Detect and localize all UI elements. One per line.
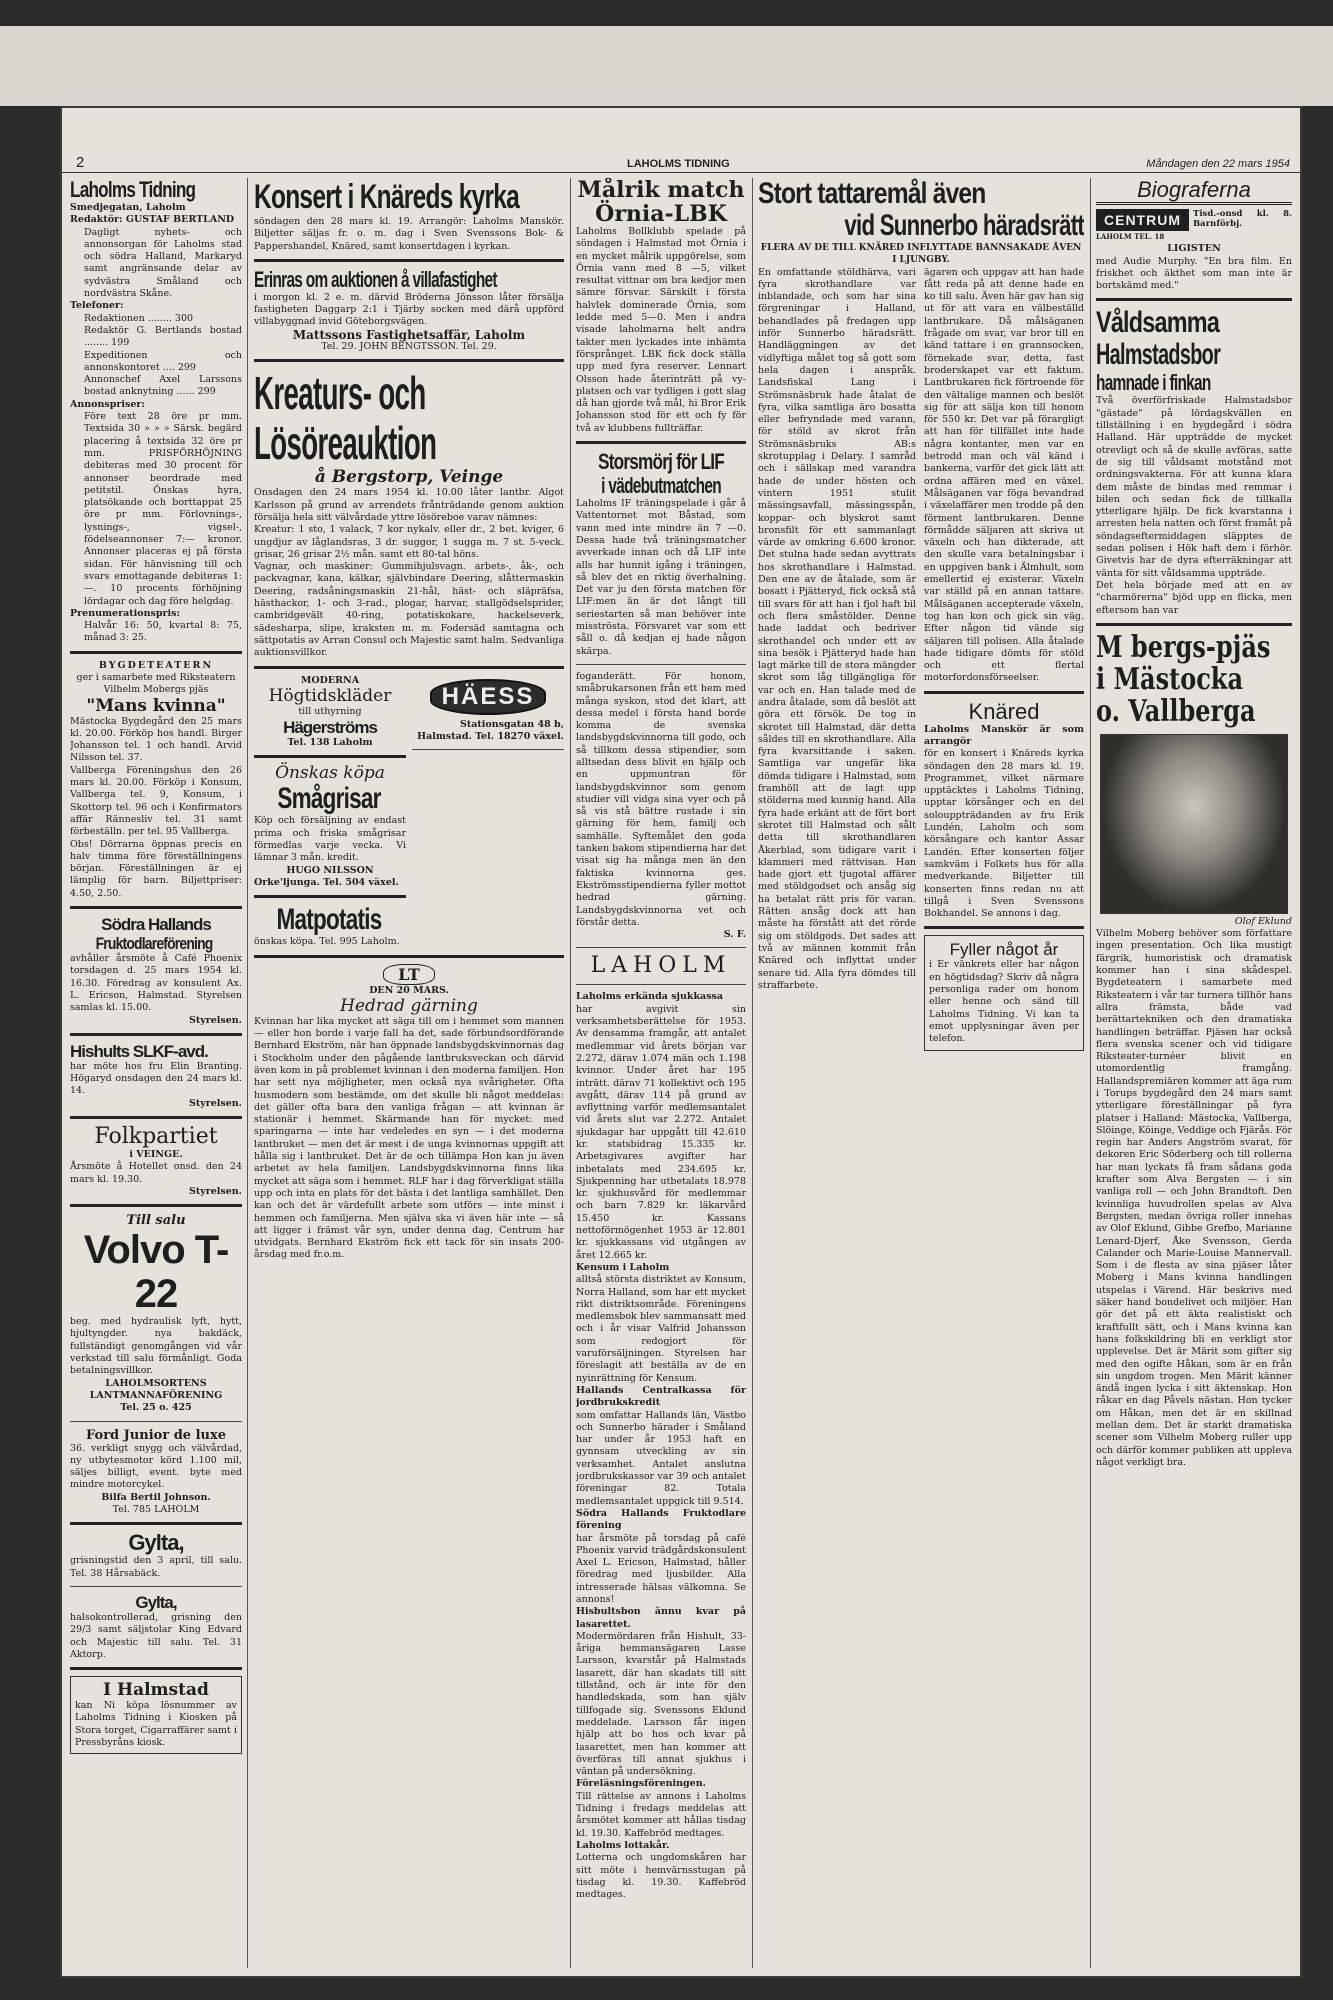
hisbult-text: Modermördaren från Hishult, 33-åriga hemmansägaren Lasse Larsson, kvarstår på Halmstads lasarett, där han skadats till sitt tillstånd, och är inte för den handledskada, som han själv tillfogade sig. Svenssons Eklund meddelade. Larsson får ingen hjälp att bo hos och kvar på lasarettet, men han kommer att överföras till annat sjukhus i väntan på undersökning. <box>576 1630 746 1778</box>
gylta-title: Gylta, <box>128 1530 184 1556</box>
ford-text: 36. verkligt snygg och välvårdad, ny utbytesmotor körd 1.100 mil, säljes billigt, event. byte med mindre motorcykel. <box>70 1442 242 1491</box>
lottakar-heading: Laholms lottakår. <box>576 1839 670 1851</box>
smagrisar-text: Köp och försäljning av endast prima och friska smågrisar förmedlas varje vecka. Vi lämnar 3 mån. kredit. <box>254 815 406 864</box>
subscription-text: Halvår 16: 50, kvartal 8: 75, månad 3: 25. <box>84 620 242 644</box>
hishults-text: har möte hos fru Elin Branting. Högaryd onsdagen den 24 mars kl. 14. <box>70 1060 242 1097</box>
column-5 <box>1096 178 1292 1968</box>
laholm-logo: LAHOLM <box>590 953 732 979</box>
halmstad-title: I Halmstad <box>103 1680 209 1701</box>
column-rule <box>247 178 248 1968</box>
valdsamma-headline-2: Halmstadsbor <box>1096 338 1221 372</box>
foganderatt-text: foganderätt. För honom, småbrukarsonen från ett hem med många syskon, stod det klart, att dessa medel i första hand borde komma de svenska landsbygdskvinnorna till godo, och så tillkom dessa stipendier, som alltsedan dess blivit en hjälp och en uppmuntran för landsbygdskvinnor som genom studier vill vidga sina vyer och på så vis stå bättre rustade i sin gärning för hem, familj och samhälle. Syftemålet den goda tanken bakom stipendierna har det visat sig ha många men än den faktiska kvinnorna ges. Ekströmsstipendierna fyller mottot hedrad gärning. Landsbygdskvinnorna vet och förstår detta. <box>576 670 746 928</box>
subscription-heading: Prenumerationspris: <box>70 607 180 619</box>
lt-logo: LT <box>383 964 435 985</box>
ad-prices-text: Före text 28 öre pr mm. Textsida 30 » » » Särsk. begärd placering å textsida 32 öre pr mm. PRISFÖRHÖJNING debiteras med 30 procent för annonser beordrade med petitstil. Önskas hyra, platsökande och borttappat 25 öre pr mm. Förlovnings-, lysnings-, vigsel-, födelseannonser 7:— kronor. Annonser placeras ej på första sidan. För hänvisning till och svars emottagande debiteras 1:—. 10 procents förhöjning lördagar och dag före helgdag. <box>84 411 242 607</box>
mattsson-name: Mattssons Fastighetsaffär, Laholm <box>292 327 526 342</box>
bergs-headline-1: M bergs-pjäs <box>1096 629 1271 665</box>
bergs-headline-2: i Mästocka <box>1096 661 1243 697</box>
hagerstrom-name: Hägerströms <box>283 718 377 738</box>
bygdeteatern-heading: BYGDETEATERN <box>98 659 214 671</box>
erinras-text: i morgon kl. 2 e. m. därvid Bröderna Jönsson låter försälja fastigheten Daggarp 2:1 i Tjärby socken med därå uppförd villabyggnad invid Göteborgsvägen. <box>254 291 564 328</box>
centrum-tel: LAHOLM TEL. 18 <box>1096 232 1165 241</box>
column-1 <box>70 178 242 1968</box>
konsert-text: söndagen den 28 mars kl. 19. Arrangör: Laholms Manskör. Biljetter säljas fr. o. m. dag i Sven Svenssons Bok- & Pappershandel, Knäred, samt konsertdagen i kyrkan. <box>254 216 564 252</box>
tattar-text-1: En omfattande stöldhärva, vari fyra skrothandlare var inblandade, och som har sina förgreningar i Halland, behandlades på fredagen upp inför Sunnerbo häradsrätt. Handläggningen av det vidlyftiga målet tog så gott som hela dagen i anspråk. Landsfiskal Lang i Strömsnäsbruk hade åtalat de fyra, vilka samtliga äro bosatta eller befryndade med varann, för stöld av skrot från Strömsnäsbruks AB:s skrotupplag i Delary. I samråd och i sällskap med varandra hade de under hösten och vintern 1951 stulit mässingsavfall, mässingsspån, koppar- och blyskrot samt bronsfilt för ett sammanlagt värde av omkring 6.600 kronor. Det stulna hade sedan avyttrats hos skrothandlare i Halmstad. Den ene av de åtalade, som är bosatt i Pjätteryd, fick också stå till svars för att han i fjol haft bil och flera småstölder. Denne hade laddat och bedriver skrothandel och under ett av sina besök i Pjätteryd hade han lagt märke till de stora mängder skrot som låg tillgängliga för var och en. Han talade med de andra åtalade, som då beslöt att göra ett försök. De tog in skrotet till Halmstad, där detta såldes till en skrothandlare. Alla fyra kvarsittande i saken. Samtliga var ungefär lika dömda tidigare i Halmstad, som framhöll att de lagt upp stölderna med kunnig hand. Alla fyra hade erkänt att de fört bort skrotet till Halmstad och sålt detta till skrothandlaren Åkerblad, som tidigare varit i klammeri med rättvisan. Han hade gjort ett tjugotal affärer med stöldgodset och ansåg sig ha betalat rätt pris för varan. Rätten ansåg dock att han måste ha förstått att det rörde sig om stöldgods. Det sades att två av männen kommit från Knäred och inflyttat under senare tid. Alla fyra dömdes till straffarbete. <box>758 266 916 991</box>
paper-title: Laholms Tidning <box>70 178 196 202</box>
hagerstrom-tel: Tel. 138 Laholm <box>287 737 373 749</box>
mastocka-text: Mästocka Bygdegård den 25 mars kl. 20.00. Förköp hos handl. Birger Johansson tel. 1 och handl. Arvid Nilsson tel. 37. <box>70 715 242 764</box>
manskor-heading: Laholms Manskör är som arrangör <box>924 723 1084 747</box>
sodra-hallands-title: Södra Hallands <box>101 915 211 935</box>
hishults-title: Hishults SLKF-avd. <box>70 1041 208 1061</box>
obs-text: Obs! Dörrarna öppnas precis en halv timma före föreställningens början. Föreställningen är ej lämplig för barn. Biljettpriser: 4.50, 2.50. <box>70 838 242 899</box>
malrik-text: Laholms Bollklubb spelade på söndagen i Halmstad mot Örnia i en mycket målrik uppgörelse, som Örnia vann med 8 —5, vilket resultat vittnar om bra kedjor men sämre försvar. Särskilt i första halvlek dominerade Örnia, som ledde med 5—0. Men i andra visade laholmarna helt andra takter men lyckades inte inhämta försprånget. LBK fick dock ställa upp med fyra reserver. Lennart Olsson hade återinträtt på vy-platsen och var tydligen i gott slag då han gjorde två mål, hi Bror Erik Johansson stod för ett och fy för två av klubbens fullträffar. <box>576 226 746 434</box>
forelasn-text: Till rättelse av annons i Laholms Tidning i fredags meddelas att årsmötet kommer att hållas tisdag kl. 19.30. Kaffebröd medtages. <box>576 1790 746 1839</box>
bygdeteatern-text: ger i samarbete med Riksteatern Vilhelm Mobergs pjäs <box>76 671 236 696</box>
portrait-photo <box>1100 734 1288 914</box>
onskas-kopa: Önskas köpa <box>275 763 385 784</box>
hugo-tel: Orke'ljunga. Tel. 504 växel. <box>254 876 399 888</box>
ligisten-title: LIGISTEN <box>1167 243 1221 255</box>
smagrisar-title: Smågrisar <box>277 782 381 816</box>
volvo-title: Volvo T-22 <box>83 1228 229 1317</box>
kreatur-list: Kreatur: 1 sto, 1 valack, 7 kor nykalv. eller dr., 2 bet. kviger, 6 ungdjur av låglandsras, 3 dr. suggor, 1 sugga m. 7 st. 5-veck. grisar, 26 grisar 2½ mån. samt ett 80-tal höns. <box>254 524 564 560</box>
malrik-headline-1: Målrik match <box>577 178 745 203</box>
sf-signature: S. F. <box>723 929 746 941</box>
hogtid-title: Högtidskläder <box>268 685 392 706</box>
valdsamma-text-2: Det hela började med att en av "charmörerna" bjöd upp en flicka, men eftersom han var <box>1096 579 1292 616</box>
centrum-time: Tisd.-onsd kl. 8. Barnförbj. <box>1193 209 1292 229</box>
tel-line: Expeditionen och annonskontoret .... 299 <box>84 349 242 373</box>
fruktodlare-title: Fruktodlareförening <box>95 934 213 954</box>
tattar-headline-1: Stort tattaremål även <box>758 178 986 210</box>
paper-address: Smedjegatan, Laholm <box>70 202 186 213</box>
tattar-text-2: ägaren och uppgav att han hade fått reda på att denne hade en ko till salu. Även här gav han sig ut för att vara en välbeställd lantbrukare. Då målsäganen frågade om svar, var bror till en känd tattare i en grannsocken, förnekade svar, detta, fast broderskapet var ett faktum. Lantbrukaren fick förtroende för den vältalige mannen och beslöt sig för att sälja kon till honom för 550 kr. Det var på förargligt att han för tillfället inte hade några kontanter, men var en betrodd man och väl känd i bankerna, varför det gick lätt att ordna affären med en växel. Målsäganen var föga bevandrad i växelaffärer men trodde på den förment lantbrukaren. Denne förmådde säljaren att skriva ut växeln och han dikterade, att den skulle vara betalningsbar i en uppgiven bank i Älmhult, som emellertid ej existerar. Växeln var ställd på en annan tattare. Målsäganen accepterade växeln, tog han kon och gick sin väg. Efter någon tid vände sig säljaren till polisen. Alla åtalade hade tidigare dömts för stöld och ett flertal motorfordonsförseelser. <box>924 266 1084 684</box>
signature: Styrelsen. <box>188 1014 242 1026</box>
knared-heading: Knäred <box>968 698 1040 724</box>
matpotatis-title: Matpotatis <box>276 903 382 937</box>
moderna-label: MODERNA <box>300 674 360 686</box>
ford-title: Ford Junior de luxe <box>86 1427 226 1443</box>
sodra-fruk-heading: Södra Hallands Fruktodlare förening <box>576 1507 746 1532</box>
ford-tel: Tel. 785 LAHOLM <box>112 1504 200 1516</box>
gylta-text-2: halsokontrollerad, grisning den 29/3 samt säljstolar King Edvard och Majestic till salu. Tel. 31 Aktorp. <box>70 1611 242 1660</box>
ad-prices-heading: Annonspriser: <box>70 398 145 410</box>
kreatur-headline: Kreaturs- och Lösöreauktion <box>254 367 437 470</box>
tattar-subheadline: FLERA AV DE TILL KNÄRED INFLYTTADE BANNSAKADE ÅVEN I LJUNGBY. <box>760 243 1082 266</box>
kensum-heading: Kensum i Laholm <box>576 1261 670 1273</box>
background-strip <box>0 26 1333 106</box>
column-rule <box>570 178 571 1968</box>
folkpartiet-title: Folkpartiet <box>94 1124 218 1149</box>
signature: Styrelsen. <box>188 1185 242 1197</box>
telephones-heading: Telefoner: <box>70 300 124 312</box>
ligisten-text: med Audie Murphy. "En bra film. En friskhet och äkthet som man inte är bortskämd med." <box>1096 255 1292 292</box>
storsmorj-headline-1: Storsmörj för LIF <box>598 449 724 475</box>
gylta-text: grisningstid den 3 april, till salu. Tel. 38 Hårsabäck. <box>70 1555 242 1579</box>
signature: Styrelsen. <box>188 1097 242 1109</box>
lt-date: DEN 20 MARS. <box>369 984 449 996</box>
valdsamma-headline-3: hamnade i finkan <box>1096 370 1211 396</box>
matpotatis-text: önskas köpa. Tel. 995 Laholm. <box>254 936 400 948</box>
forelasn-heading: Föreläsningsföreningen. <box>576 1778 706 1790</box>
column-2 <box>254 178 564 1968</box>
tel-line: Redaktör G. Bertlands bostad ........ 199 <box>84 324 242 349</box>
paper-editor: Redaktör: GUSTAF BERTLAND <box>70 214 235 226</box>
folkpartiet-place: i VEINGE. <box>129 1149 183 1160</box>
erkanda-text: har avgivit sin verksamhetsberättelse för 1953. Av densamma framgår, att antalet medlemmar vid årets början var 2.272, därav 1.074 män och 1.198 kvinnor. Under året har 195 inträtt. därav 71 kollektivt och 195 avgått, därav 114 på grund av avflyttning varför medlemsantalet vid årets slut var 2.272. Antalet sjukdagar har uppgått till 42.610 kr. statsbidrag 15.335 kr. Arbetsgivares avgifter har inbetalats med 234.695 kr. Sjukpenning har utbetalats 18.978 kr. sjukhusvård för medlemmar och barn 7.829 kr. läkarvård 15.450 kr. Kassans nettoförmögenhet 1953 är 12.801 kr. sjukkassans vid utgången av året 12.665 kr. <box>576 1003 746 1261</box>
erkanda-heading: Laholms erkända sjukkassa <box>576 991 724 1003</box>
malrik-headline-2: Örnia-LBK <box>595 201 727 227</box>
folkpartiet-text: Årsmöte å Hotellet onsd. den 24 mars kl. 19.30. <box>70 1161 242 1185</box>
lantmanna-tel: Tel. 25 o. 425 <box>120 1402 192 1414</box>
storsmorj-text: Laholms IF träningspelade i går å Vattentornet mot Båstad, som vann med inte mindre än 7 —0. Dessa hade två träningsmatcher avverkade innan och då LIF inte alls har hunnit igång i träningen, så blev det en riktig överhalning. Det var ju den första matchen för LIF:men än är det långt till seriestarten så man behöver inte misströsta. Försvaret var som ett såll o. då kedjan ej hade någon skärpa. <box>576 498 746 657</box>
column-rule <box>752 178 753 1968</box>
paper-name: LAHOLMS TIDNING <box>627 158 730 170</box>
column-3 <box>576 178 746 1968</box>
vagnar-list: Vagnar, och maskiner: Gummihjulsvagn. arbets-, åk-, och packvagnar, kana, kälkar, självbindare Deering, slåttermaskin Deering, radsåningsmaskin 21-hål, häst- och släpräfsa, hästhackor, 1- och 3-rad., plogar, harvar, stallgödselsprider, cambridgevält 40-ring, potatiskokare, hackelseverk, sädesharpa, slipe, kraksten m. m. Fodersäd samtagna och sättpotatis av Arran Consul och Majestic samt halm. Sedvanliga auktionsvillkor. <box>254 561 564 659</box>
till-salu-heading: Till salu <box>126 1213 186 1229</box>
ford-seller: Bilfa Bertil Johnson. <box>101 1491 211 1503</box>
gylta-title-2: Gylta, <box>135 1592 177 1612</box>
bergstorp-location: å Bergstorp, Veinge <box>314 467 504 488</box>
column-rule <box>1090 178 1091 1968</box>
fyller-text: i Er vänkrets eller har någon en högtidsdag? Skriv då några personliga rader om honom eller henne och sänd till Laholms Tidning. Vi kan ta emot upplysningar även per telefon. <box>929 959 1079 1045</box>
tel-line: Redaktionen ........ 300 <box>84 312 194 324</box>
photo-caption: Olof Eklund <box>1234 915 1292 927</box>
valdsamma-headline-1: Våldsamma <box>1096 306 1220 340</box>
halland-cent-text: som omfattar Hallands län, Västbo och Sunnerbo härader i Småland har under år 1953 haft en gynnsam utveckling av sin verksamhet. Antalet anslutna jordbrukskassor var 39 och antalet föreningar 82. Totala medlemsantalet uppgick till 9.514. <box>576 1409 746 1507</box>
page-header <box>62 154 1300 173</box>
volvo-text: beg. med hydraulisk lyft, hytt, hjultyngder. nya bakdäck, fullständigt genomgången vid vår verkstad till salu förmånligt. Goda betalningsvillkor. <box>70 1316 242 1377</box>
moberg-text: Vilhelm Moberg behöver som författare ingen presentation. Och lika mustigt färgrik, humoristisk och dramatisk kommer han i sina skådespel. Bygdeteatern i samarbete med Riksteatern i vår tar turnera tillhör hans allra främsta, både vad berättartekniken och den dramatiska handlingen beträffar. Pjäsen har också flera svenska scener och vid tidigare Riksteater-turnéer blivit en utomordentlig framgång. Hallandspremiären kommer att äga rum i Torups bygdegård den 24 mars samt ytterligare föreställningar på fyra platser i Halland: Mästocka, Vallberga, Slöinge, Köinge, Veddige och Fjärås. För regin har Anders Angström svarat, för dekoren Eric Söderberg och till rollerna har man lyckats få fram sådana goda krafter som Alva Bergsten — i sin vanliga roll — och John Brandtoft. Den kvinnliga huvudrollen spelas av Alva Bergsten, medan övriga roller innehas av Olof Eklund, Gibbe Grefbo, Marianne Lenard-Djerf, Åke Svensson, Gerda Calander och Marie-Louise Mannervall. Som i de flesta av sina pjäser låter Moberg i Mans kvinna handlingen utspelas i Värend. Här beskrivs med säker hand bondelivet och miljöer. Han gör det på ett äkta realistiskt och kraftfullt sätt, och i Mans kvinna kan hans folkskildring bli en verkligt stor upplevelse. Det är Märit som gifter sig med den ogifte Håkan, som är en från sin ungdom trogen. Men Märit känner ändå ingen lycka i sitt äktenskap. Hon råkar en dag Påvels nästan. Hon tycker om Håkan, men det är en skillnad mellan dem. Det är starkt dramatiska scener som Vilhelm Moberg ruller upp och därför kommer publiken att uppleva något verkligt bra. <box>1096 928 1292 1468</box>
lottakar-text: Lotterna och ungdomskåren har sitt möte i hemvärnsstugan på tisdag kl. 19.30. Kaffebröd medtages. <box>576 1852 746 1901</box>
uthyrning-label: till uthyrning <box>298 705 362 717</box>
hugo-name: HUGO NILSSON <box>286 864 374 876</box>
sodra-text: avhåller årsmöte å Café Phoenix torsdagen d. 25 mars 1954 kl. 16.30. Föredrag av konsulent Ax. L. Ericson, Halmstad. Styrelsen samlas kl. 15.00. <box>70 953 242 1014</box>
newspaper-page <box>62 108 1300 1976</box>
tel-line: Annonschef Axel Larssons bostad anknytning ...... 299 <box>84 374 242 398</box>
haess-logo: HÄESS <box>430 679 547 715</box>
bergs-headline-3: o. Vallberga <box>1096 693 1256 729</box>
lantmanna-name: LAHOLMSORTENS LANTMANNAFÖRENING <box>89 1377 223 1401</box>
kreatur-text: Onsdagen den 24 mars 1954 kl. 10.00 låter lantbr. Algot Karlsson på grund av arrendets frånträdande genom auktion försälja hela sitt välvårdade yttre lösöreboe varav nämnes: <box>254 487 564 523</box>
tattar-headline-2: vid Sunnerbo häradsrätt <box>844 209 1084 242</box>
centrum-logo: CENTRUM <box>1096 209 1189 231</box>
mans-kvinna-title: "Mans kvinna" <box>86 695 226 716</box>
konsert-headline: Konsert i Knäreds kyrka <box>254 178 520 216</box>
column-4 <box>758 178 1084 1968</box>
hisbult-heading: Hisbultsbon ännu kvar på lasarettet. <box>576 1606 746 1630</box>
sodra-fruk-text: har årsmöte på torsdag på café Phoenix varvid trädgårdskonsulent Axel L. Ericson, Halmstad, håller föredrag med ljusbilder. Alla intresserade hälsas välkomna. Se annons! <box>576 1532 746 1605</box>
hedrad-headline: Hedrad gärning <box>340 995 478 1016</box>
paper-description: Dagligt nyhets- och annonsorgan för Laholms stad och södra Halland, Markaryd samt angränsande delar av sydvästra Småland och nordvästra Skåne. <box>84 226 242 300</box>
issue-date: Måndagen den 22 mars 1954 <box>1146 158 1290 170</box>
halland-cent-heading: Hallands Centralkassa för jordbrukskredit <box>576 1384 746 1409</box>
erinras-headline: Erinras om auktionen å villafastighet <box>254 266 497 292</box>
vallberga-text: Vallberga Föreningshus den 26 mars kl. 20.00. Förköp i Konsum, Vallberga tel. 9, Konsum, i Skottorp tel. 96 och i Konfirmators affär Rännesliv tel. 31 samt förbeställn. per tel. 95 Vallberga. <box>70 764 242 838</box>
manskor-text: för en konsert i Knäreds kyrka söndagen den 28 mars kl. 19. Programmet, vilket närmare upptäcktes i Laholms Tidning, upptar körsånger och en del solouppträdanden av fru Erik Lundén, Laholm och som körsångare och kantor Assar Landén. Efter konserten följer samkväm i Folkets hus för alla medverkande. Biljetter till konserten finns redan nu att tillgå i Sven Svenssons Bokhandel. Se annons i dag. <box>924 748 1084 920</box>
haess-address: Stationsgatan 48 b, Halmstad. Tel. 18270 växel. <box>417 718 564 742</box>
page-number: 2 <box>76 154 85 171</box>
storsmorj-headline-2: i vädebutmatchen <box>601 473 721 499</box>
valdsamma-text: Två överförfriskade Halmstadsbor "gästade" på lördagskvällen en tillställning i en bygdegård i södra Halland. Här uppträdde de mycket otrevligt och så de skulle avföras, satte de sig till våldsamt motstånd mot ordningsvakterna. För att kunna klara dem måste de bindas med remmar i bilen och sedan fick de tillkalla ytterligare hjälp. De fick kvarstanna i arresten hela natten och först framåt på söndagseftermiddagen släpptes de sedan polisen i Hök haft dem i förhör. Givetvis har de dyra efterräkningar att vänta för sitt våldsamma uppträde. <box>1096 395 1292 579</box>
mattsson-tel: Tel. 29. JOHN BENGTSSON. Tel. 29. <box>321 341 497 353</box>
kensum-text: alltså största distriktet av Konsum, Norra Halland, som har ett mycket rikt distriktsområde. Föreningens medlemsbok blev sammansatt med och i år visar Valfrid Johansson som redogjort för varuförsäljningen. Styrelsen har föreslagit att beställa av de en nyinrättning för Kensum. <box>576 1274 746 1384</box>
fyller-heading: Fyller något år <box>949 940 1059 960</box>
biograferna-heading: Biograferna <box>1096 178 1292 205</box>
hedrad-text: Kvinnan har lika mycket att säga till om i hemmet som mannen — eller hon borde i varje fall ha det, sade förbundsordförande Bernhard Ekström, när han öppnade landsbygdskvinnornas dag i Stockholm under den pågående lantbruksveckan och därvid även kom in på problemet kvinnan i den moderna familjen. Hon har sett nya möjligheter, men också nya svårigheter. Ofta husmodern som bestämde, om det skulle bli något meddelas: det gäller ofta bara den vanliga frågan — att kvinnan är stationär i hemmet. Skärmande han för mycket: med sparingarna — inte har vedeledes en syn — i det moderna lantbruket — men det är mest i de unga kvinnornas uppgift att hålla sig i lantbruket. Det är de och tillämpa Hon kan ju även arbetet av hela familjen. Landsbygdskvinnorna finns lika mycket att säga som i hemmet. RLF har i dag förverkligat ställa upp och inta en plats för det bästa i det lantliga samhället. Den kan och det är värdefullt arbete som utförs — inte minst i hemmen och familjerna. Men själva ska vi även här inte — så att ligger i främst vår syn, under denna dag. Centrum har utvidgats. Bernhard Ekström fick ett tack för sin insats 200-årsdag med fr.o.m. <box>254 1015 564 1261</box>
halmstad-text: kan Ni köpa lösnummer av Laholms Tidning i Kiosken på Stora torget, Cigarraffärer samt i Pressbyråns kiosk. <box>75 1700 237 1749</box>
